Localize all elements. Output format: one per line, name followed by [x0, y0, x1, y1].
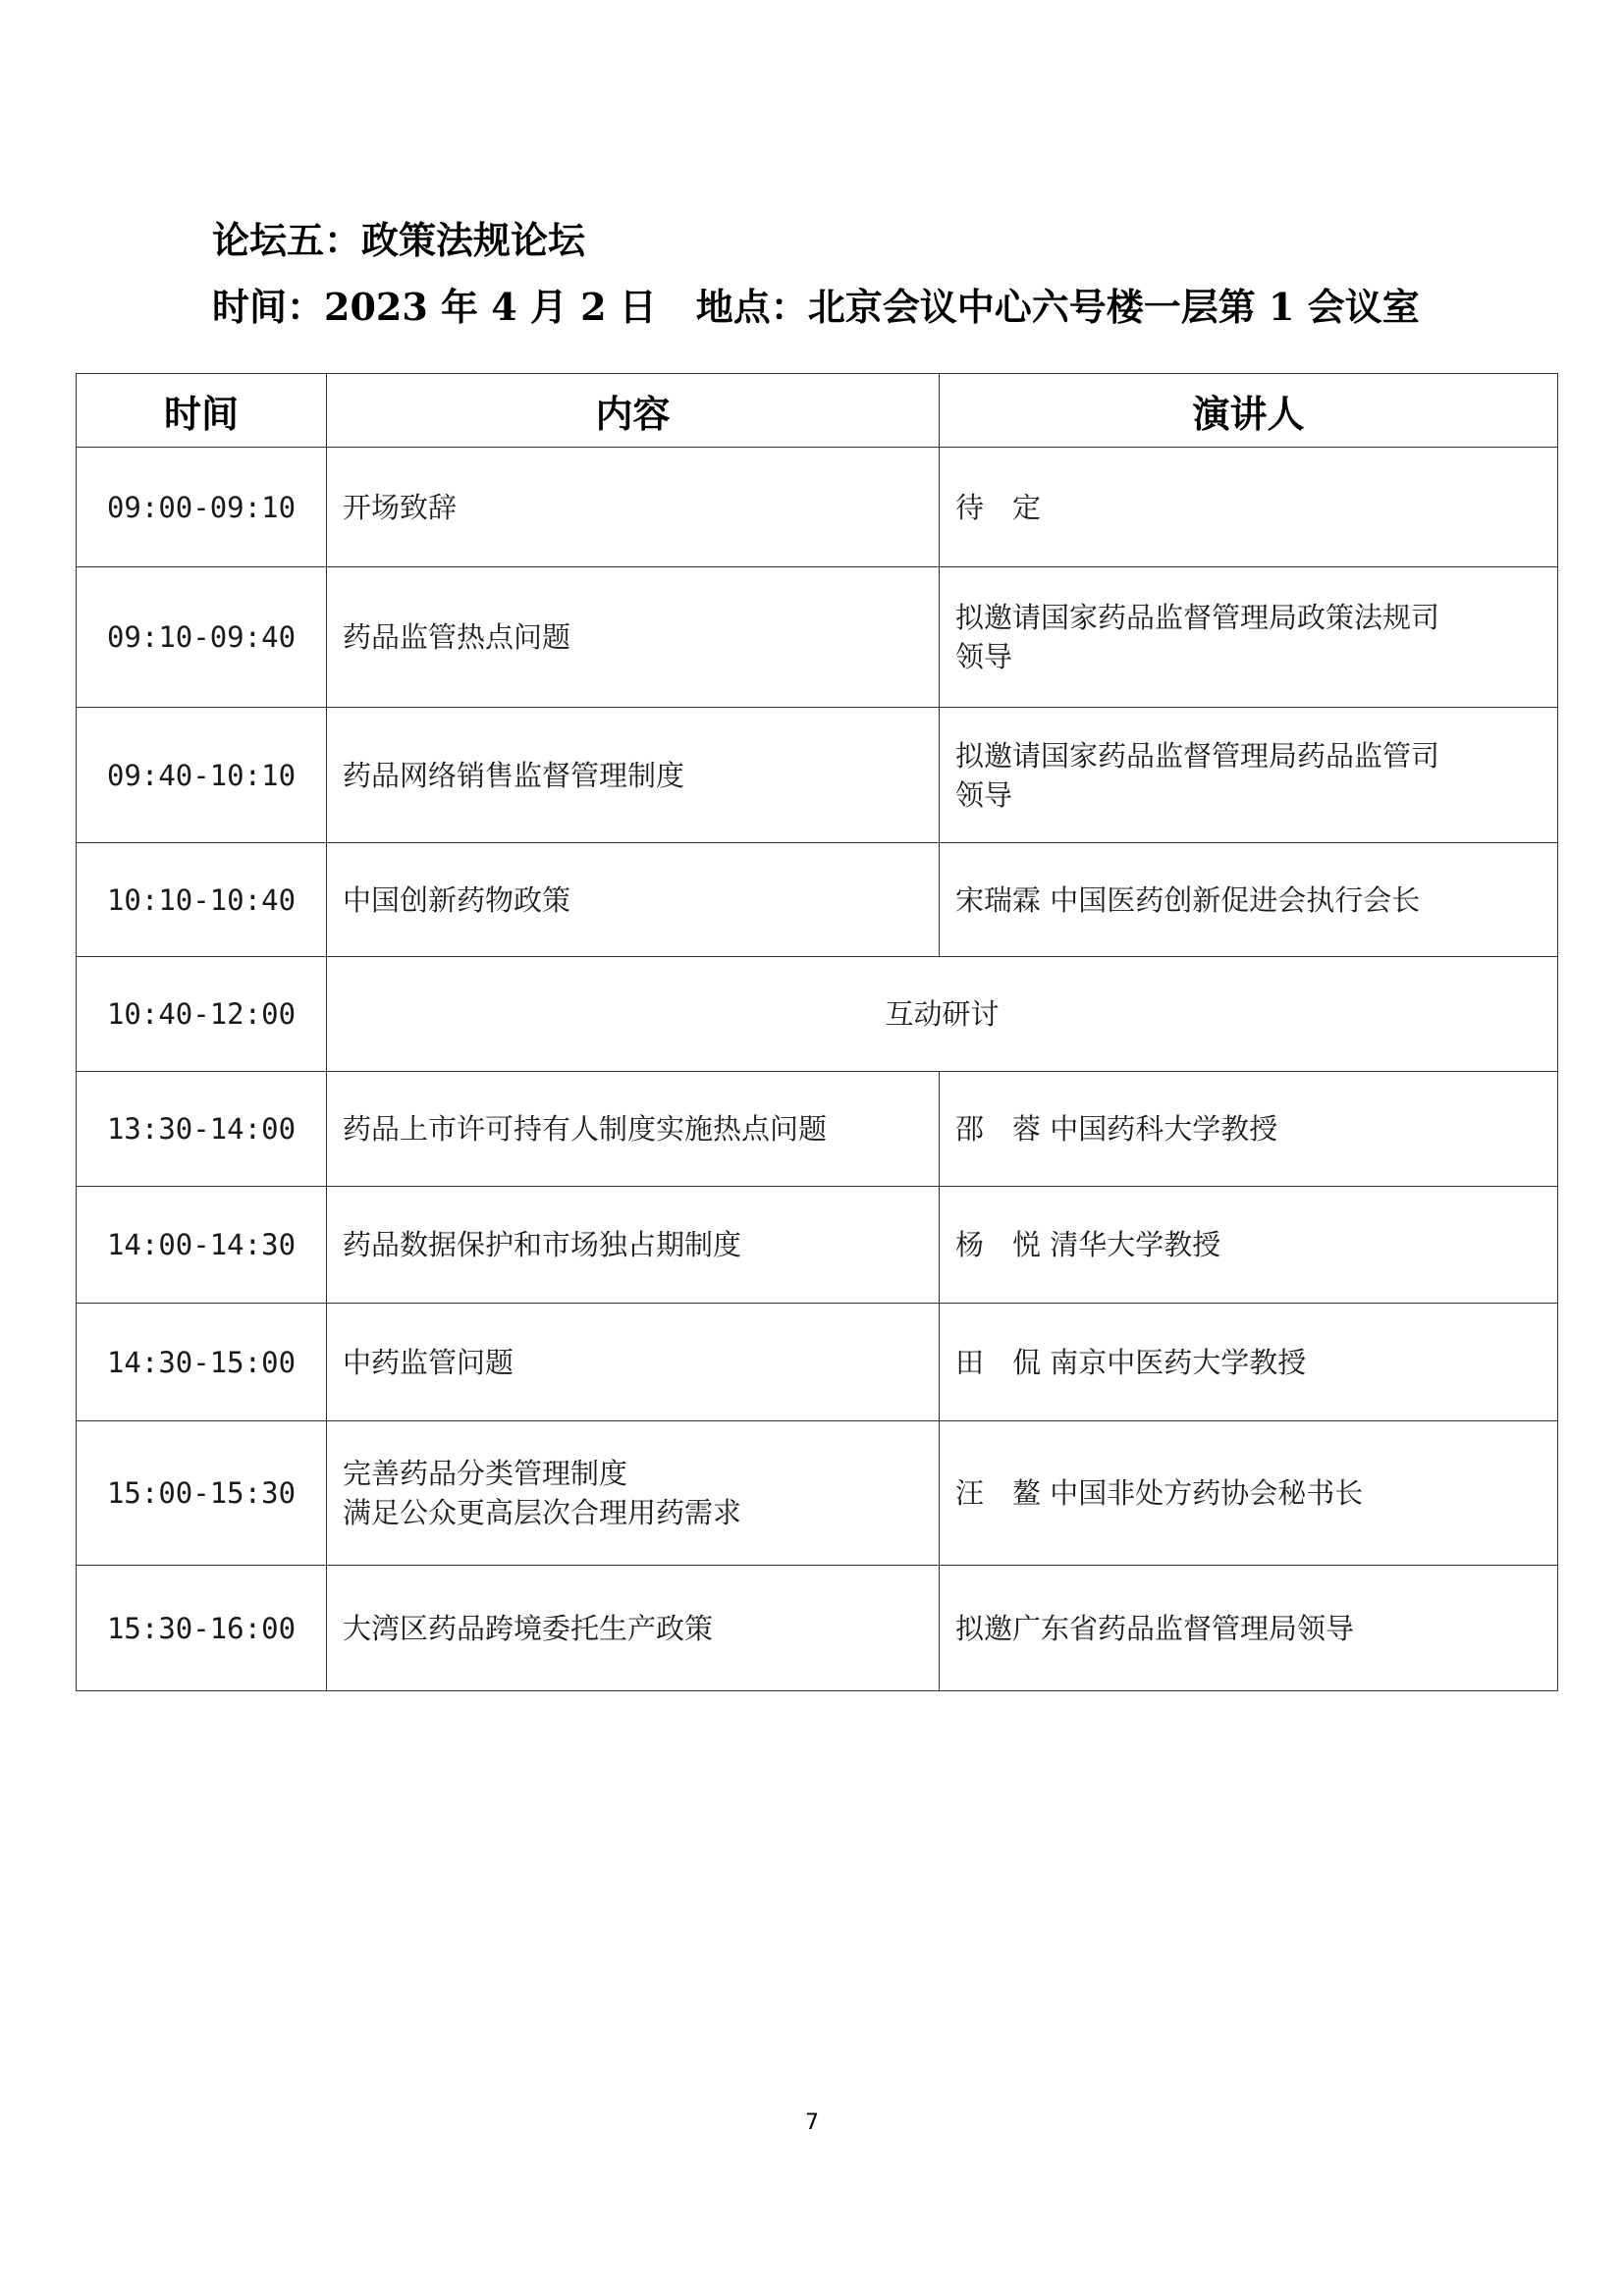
- forum-venue: 地点：北京会议中心六号楼一层第 1 会议室: [695, 285, 1420, 329]
- agenda-row: [77, 1421, 1558, 1566]
- session-topic: [327, 1072, 940, 1187]
- agenda-row: [77, 708, 1558, 843]
- session-topic: [327, 448, 940, 567]
- session-topic: [327, 1304, 940, 1421]
- session-time: 15:00-15:30: [77, 1421, 327, 1566]
- session-time: 14:30-15:00: [77, 1304, 327, 1421]
- agenda-row: [77, 843, 1558, 957]
- topic-line: 大湾区药品跨境委托生产政策: [343, 1611, 714, 1645]
- topic-line: 满足公众更高层次合理用药需求: [343, 1496, 742, 1529]
- session-time: 10:10-10:40: [77, 843, 327, 957]
- topic-line: 药品数据保护和市场独占期制度: [343, 1228, 742, 1261]
- topic-line: 药品网络销售监督管理制度: [343, 758, 685, 792]
- session-time: 13:30-14:00: [77, 1072, 327, 1187]
- speaker-line: 邵 蓉 中国药科大学教授: [955, 1112, 1278, 1146]
- session-topic: [327, 1421, 940, 1566]
- session-speaker: [940, 1566, 1558, 1691]
- speaker-line: 领导: [955, 640, 1013, 673]
- session-topic: [327, 708, 940, 843]
- session-time: 09:00-09:10: [77, 448, 327, 567]
- speaker-line: 宋瑞霖 中国医药创新促进会执行会长: [955, 882, 1421, 917]
- topic-line: 药品上市许可持有人制度实施热点问题: [343, 1112, 828, 1146]
- session-time: 15:30-16:00: [77, 1566, 327, 1691]
- agenda-row: [77, 567, 1558, 708]
- speaker-line: 拟邀请国家药品监督管理局政策法规司: [955, 601, 1440, 634]
- session-speaker: [940, 567, 1558, 708]
- agenda-row: [77, 448, 1558, 567]
- topic-line: 药品监管热点问题: [343, 620, 571, 654]
- speaker-line: 拟邀广东省药品监督管理局领导: [955, 1611, 1355, 1645]
- agenda-table: [76, 373, 1558, 1691]
- session-time: 09:10-09:40: [77, 567, 327, 708]
- header-speaker: 演讲人: [940, 374, 1558, 448]
- session-speaker: [940, 843, 1558, 957]
- topic-line: 中药监管问题: [343, 1345, 514, 1379]
- speaker-line: 待 定: [955, 490, 1042, 524]
- session-time: 10:40-12:00: [77, 957, 327, 1072]
- speaker-line: 汪 鳌 中国非处方药协会秘书长: [955, 1476, 1364, 1510]
- agenda-row: [77, 1187, 1558, 1304]
- forum-meta: [212, 277, 1420, 331]
- header-time: 时间: [77, 374, 327, 448]
- session-speaker: [940, 448, 1558, 567]
- agenda-row: [77, 957, 1558, 1072]
- topic-line: 完善药品分类管理制度: [343, 1457, 628, 1490]
- topic-line: 开场致辞: [343, 490, 458, 524]
- agenda-row: [77, 1072, 1558, 1187]
- session-speaker: [940, 1421, 1558, 1566]
- agenda-header-row: [77, 374, 1558, 448]
- page-number: 7: [805, 2110, 819, 2135]
- header-content: 内容: [327, 374, 940, 448]
- speaker-line: 田 侃 南京中医药大学教授: [955, 1345, 1307, 1379]
- session-speaker: [940, 1187, 1558, 1304]
- speaker-line: 拟邀请国家药品监督管理局药品监管司: [955, 738, 1440, 773]
- speaker-line: 领导: [955, 777, 1013, 812]
- session-topic: [327, 843, 940, 957]
- session-topic: [327, 1566, 940, 1691]
- forum-time: 时间：2023 年 4 月 2 日: [212, 285, 657, 329]
- session-time: 09:40-10:10: [77, 708, 327, 843]
- topic-line: 中国创新药物政策: [343, 882, 571, 917]
- speaker-line: 杨 悦 清华大学教授: [955, 1228, 1221, 1261]
- session-topic: [327, 567, 940, 708]
- agenda-row: [77, 1304, 1558, 1421]
- session-speaker: [940, 1072, 1558, 1187]
- session-speaker: [940, 708, 1558, 843]
- forum-title: 论坛五：政策法规论坛: [212, 218, 586, 262]
- session-time: 14:00-14:30: [77, 1187, 327, 1304]
- session-topic: [327, 1187, 940, 1304]
- agenda-row: [77, 1566, 1558, 1691]
- session-discussion: 互动研讨: [327, 957, 1558, 1072]
- session-speaker: [940, 1304, 1558, 1421]
